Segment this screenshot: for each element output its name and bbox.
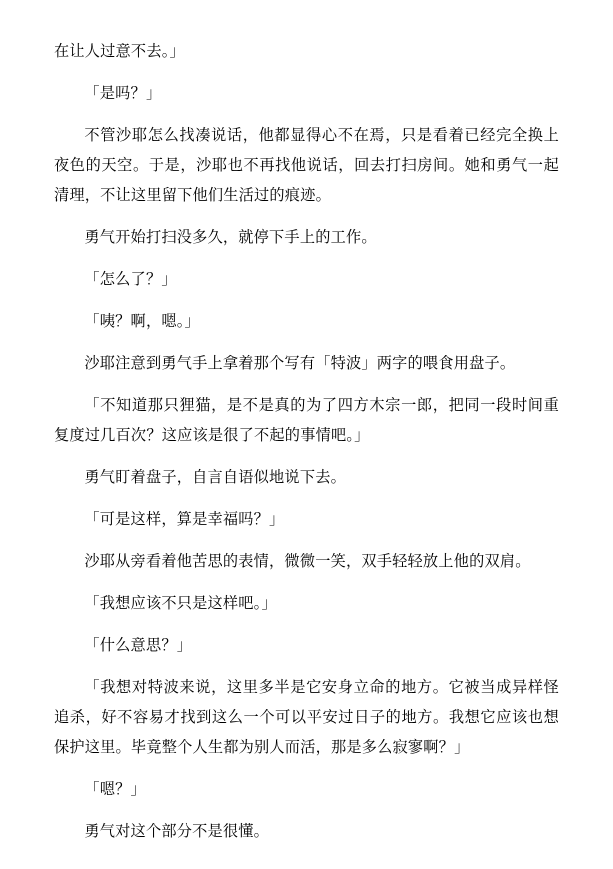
paragraph: 勇气对这个部分不是很懂。 [84,822,270,840]
paragraph: 「是吗？」 [84,84,162,102]
paragraph: 「嗯？」 [84,780,146,798]
paragraph: 「怎么了？」 [84,270,177,288]
document-body [54,36,559,846]
paragraph: 「可是这样，算是幸福吗？」 [84,510,285,528]
paragraph: 沙耶注意到勇气手上拿着那个写有「特波」两字的喂食用盘子。 [84,354,516,372]
paragraph: 「咦？啊，嗯。」 [84,312,200,330]
paragraph: 勇气盯着盘子，自言自语似地说下去。 [84,468,346,486]
paragraph: 「我想对特波来说，这里多半是它安身立命的地方。它被当成异样怪追杀，好不容易才找到这么一个可以平安过日子的地方。我想它应该也想保护这里。毕竟整个人生都为别人而活，那是多么寂寥啊？」 [54,678,559,756]
paragraph: 「不知道那只狸猫，是不是真的为了四方木宗一郎，把同一段时间重复度过几百次？这应该是很了不起的事情吧。」 [54,396,559,444]
paragraph: 沙耶从旁看着他苦思的表情，微微一笑，双手轻轻放上他的双肩。 [84,552,531,570]
paragraph: 不管沙耶怎么找凑说话，他都显得心不在焉，只是看着已经完全换上夜色的天空。于是，沙耶也不再找他说话，回去打扫房间。她和勇气一起清理，不让这里留下他们生活过的痕迹。 [54,126,559,204]
paragraph: 「什么意思？」 [84,636,193,654]
paragraph: 勇气开始打扫没多久，就停下手上的工作。 [84,228,377,246]
paragraph: 在让人过意不去。」 [54,42,185,60]
paragraph: 「我想应该不只是这样吧。」 [84,594,277,612]
